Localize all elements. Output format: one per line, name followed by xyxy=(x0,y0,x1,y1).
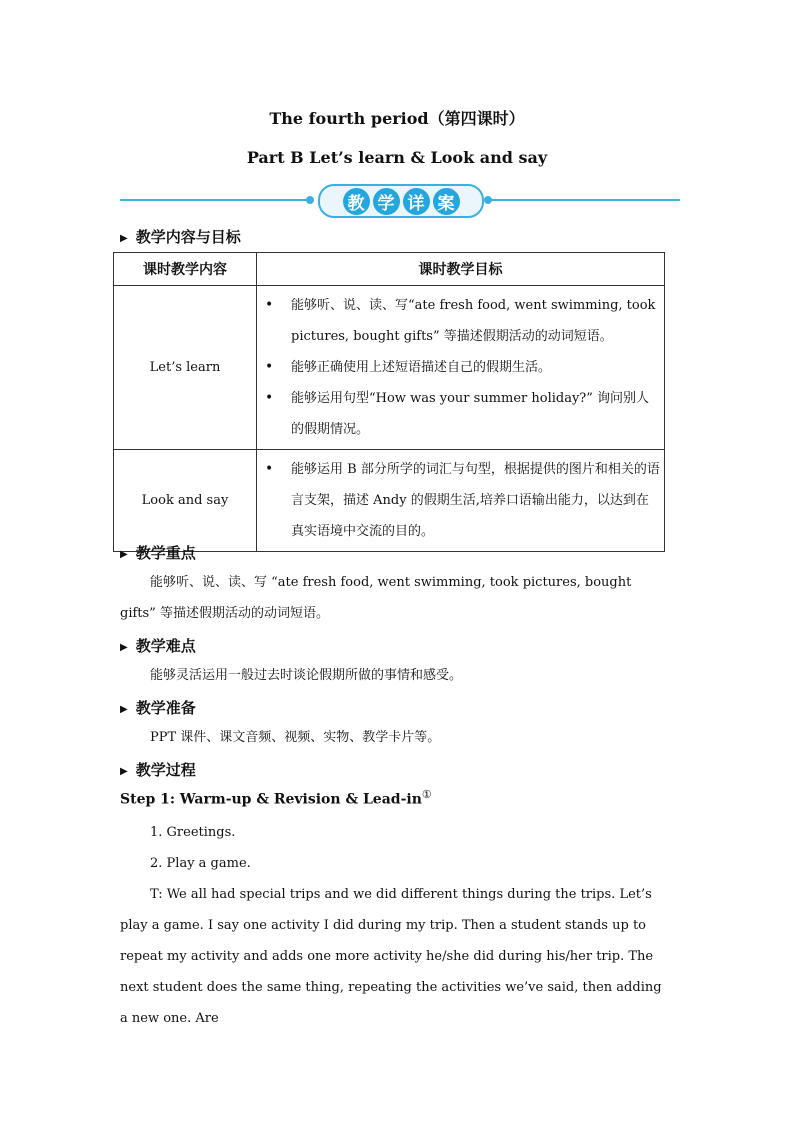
step1-item: 1. Greetings. xyxy=(150,825,236,840)
banner-char: 案 xyxy=(433,188,460,215)
triangle-icon: ▶ xyxy=(120,233,128,244)
list-item: • 能够运用句型“How was your summer holiday?” 询问别人的假期情况。 xyxy=(257,383,660,445)
difficulties-text: 能够灵活运用一般过去时谈论假期所做的事情和感受。 xyxy=(150,668,463,683)
triangle-icon: ▶ xyxy=(120,766,128,777)
goals-table xyxy=(113,252,665,552)
section-heading-preparation: ▶ 教学准备 xyxy=(120,699,196,717)
triangle-icon: ▶ xyxy=(120,549,128,560)
list-item: • 能够正确使用上述短语描述自己的假期生活。 xyxy=(257,352,660,383)
table-header: 课时教学目标 xyxy=(257,253,665,286)
preparation-text: PPT 课件、课文音频、视频、实物、教学卡片等。 xyxy=(150,730,441,745)
section-heading-key-points: ▶ 教学重点 xyxy=(120,544,196,562)
section-heading-difficulties: ▶ 教学难点 xyxy=(120,637,196,655)
banner-pill xyxy=(318,184,484,218)
banner-char: 学 xyxy=(373,188,400,215)
step1-paragraph: T: We all had special trips and we did different things during the trips. Let’s play a game. I say one activity I did during my trip. Then a student stands up to repeat my activity and adds one more activity he/she did during his/her trip. The next student does the same thing, repeating the activities we’ve said, then adding a new one. Are xyxy=(120,887,662,1026)
banner-char: 详 xyxy=(403,188,430,215)
footnote-marker: ① xyxy=(421,788,432,801)
table-row xyxy=(114,286,665,450)
list-item: • 能够运用 B 部分所学的词汇与句型，根据提供的图片和相关的语言支架，描述 Andy 的假期生活,培养口语输出能力，以达到在真实语境中交流的目的。 xyxy=(257,454,660,547)
table-cell-goals xyxy=(257,286,665,450)
list-item: • 能够听、说、读、写“ate fresh food, went swimming, took pictures, bought gifts” 等描述假期活动的动词短语。 xyxy=(257,290,660,352)
table-cell-goals xyxy=(257,450,665,552)
table-cell-content: Look and say xyxy=(114,450,257,552)
page-title: The fourth period（第四课时） xyxy=(269,109,525,128)
section-heading-process: ▶ 教学过程 xyxy=(120,761,196,779)
section-banner xyxy=(120,182,680,218)
triangle-icon: ▶ xyxy=(120,642,128,653)
triangle-icon: ▶ xyxy=(120,704,128,715)
banner-char: 教 xyxy=(343,188,370,215)
page-subtitle: Part B Let’s learn & Look and say xyxy=(246,148,548,167)
table-header-row xyxy=(114,253,665,286)
key-points-text: 能够听、说、读、写 “ate fresh food, went swimming, took pictures, bought gifts” 等描述假期活动的动词短语。 xyxy=(120,575,632,621)
table-cell-content: Let’s learn xyxy=(114,286,257,450)
step1-item: 2. Play a game. xyxy=(150,856,251,871)
table-header: 课时教学内容 xyxy=(114,253,257,286)
section-heading-content-goals: ▶ 教学内容与目标 xyxy=(120,228,241,246)
table-row xyxy=(114,450,665,552)
step1-heading: Step 1: Warm-up & Revision & Lead-in① xyxy=(120,788,432,808)
